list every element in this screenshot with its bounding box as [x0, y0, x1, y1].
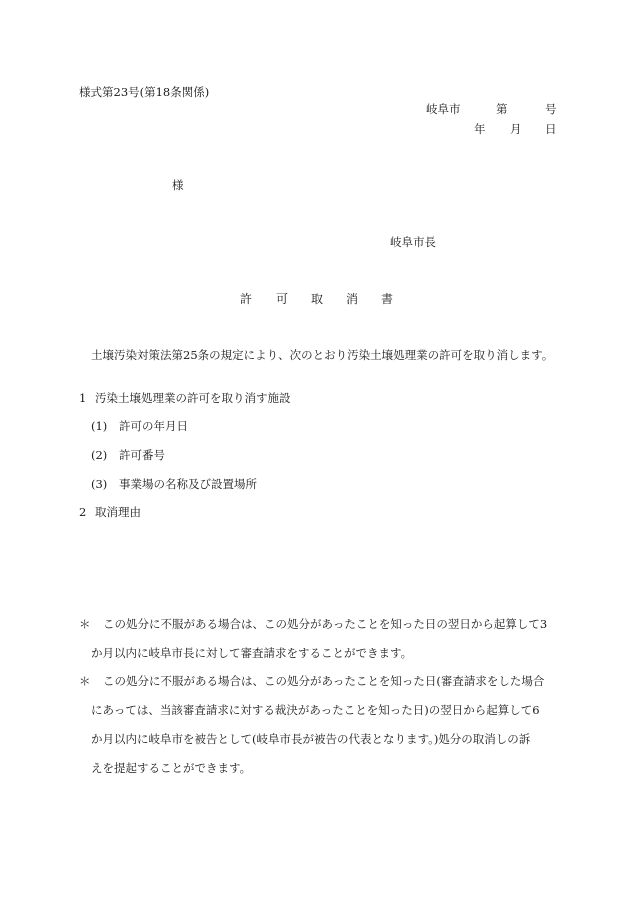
date-day: 日 — [545, 122, 557, 136]
issuer: 岐阜市長 — [390, 235, 436, 249]
item-label: 取消理由 — [95, 505, 141, 519]
sub-list-item — [0, 450, 630, 464]
item-number: 1 — [79, 391, 87, 405]
sub-list-item — [0, 421, 630, 435]
sub-list-item — [0, 479, 630, 493]
note-line: この処分に不服がある場合は、この処分があったことを知った日(審査請求をした場合 — [103, 674, 545, 688]
list-item — [0, 507, 630, 521]
date-year: 年 — [474, 122, 486, 136]
form-number: 様式第23号(第18条関係) — [79, 85, 210, 99]
note-line: か月以内に岐阜市長に対して審査請求をすることができます。 — [91, 646, 413, 660]
list-item — [0, 393, 630, 407]
note-line: この処分に不服がある場合は、この処分があったことを知った日の翌日から起算して3 — [103, 617, 548, 631]
title-char: 許 — [240, 292, 253, 306]
date-month: 月 — [510, 122, 522, 136]
title-char: 取 — [311, 292, 324, 306]
sub-item-label: 許可の年月日 — [119, 419, 188, 433]
addressee-suffix: 様 — [172, 178, 184, 192]
sub-item-label: 事業場の名称及び設置場所 — [119, 477, 257, 491]
title-char: 可 — [276, 292, 289, 306]
item-label: 汚染土壌処理業の許可を取り消す施設 — [95, 391, 291, 405]
title-char: 消 — [346, 292, 359, 306]
item-number: 2 — [79, 505, 87, 519]
sub-item-number: (1) — [91, 419, 108, 433]
issue-date — [0, 124, 630, 138]
doc-number-city: 岐阜市 — [426, 102, 461, 116]
document-number — [0, 104, 630, 118]
sub-item-number: (2) — [91, 448, 108, 462]
note-mark: ＊ — [79, 617, 91, 631]
sub-item-number: (3) — [91, 477, 108, 491]
document-title — [0, 293, 630, 307]
note-line: か月以内に岐阜市を被告として(岐阜市長が被告の代表となります。)処分の取消しの訴 — [91, 732, 531, 746]
note-line: えを提起することができます。 — [91, 761, 252, 775]
note-line: にあっては、当該審査請求に対する裁決があったことを知った日)の翌日から起算して6 — [91, 703, 540, 717]
body-text: 土壌汚染対策法第25条の規定により、次のとおり汚染土壌処理業の許可を取り消します。 — [91, 348, 554, 362]
title-char: 書 — [381, 292, 394, 306]
note-mark: ＊ — [79, 674, 91, 688]
doc-number-dai: 第 — [496, 102, 508, 116]
sub-item-label: 許可番号 — [119, 448, 165, 462]
doc-number-go: 号 — [545, 102, 557, 116]
